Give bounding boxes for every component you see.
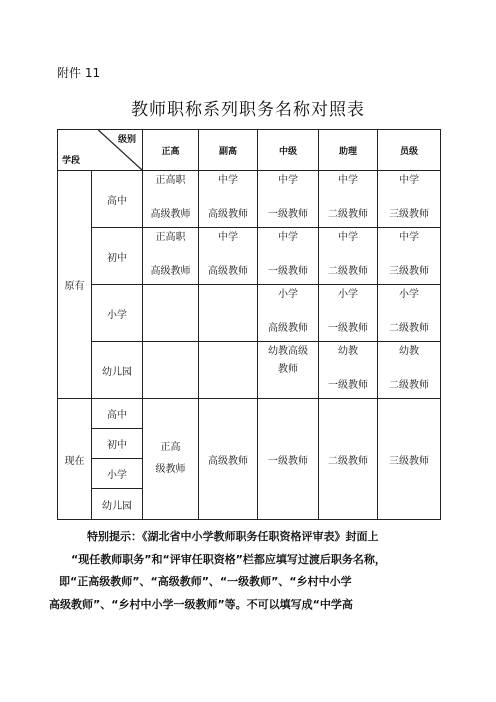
cell-line: 级教师 <box>155 464 186 475</box>
cell-line: 中学 <box>278 232 298 243</box>
stage-label: 小学 <box>92 459 143 489</box>
column-header: 正高 <box>143 130 199 171</box>
cell-line: 正高职 <box>155 175 186 186</box>
table-cell-empty <box>143 342 199 399</box>
table-cell <box>378 171 441 228</box>
cell-line: 高级教师 <box>208 209 248 220</box>
note-line: 即“正高级教师”、“高级教师”、“一级教师”、“乡村中小学 <box>59 575 352 588</box>
table-row <box>58 171 441 228</box>
stage-label: 幼儿园 <box>92 489 143 520</box>
cell-line: 幼教高级 <box>268 346 308 357</box>
cell-line: 二级教师 <box>328 209 368 220</box>
diagonal-header-cell <box>58 130 143 171</box>
column-header: 副高 <box>199 130 258 171</box>
table-cell-empty <box>199 285 258 342</box>
cell-line: 高级教师 <box>208 266 248 277</box>
cell-line: 小学 <box>278 289 298 300</box>
table-cell <box>258 285 319 342</box>
cell-line: 中学 <box>218 175 238 186</box>
stage-label: 初中 <box>92 429 143 459</box>
cell-line: 正高职 <box>155 232 186 243</box>
cell-line: 二级教师 <box>328 266 368 277</box>
cell-line: 高级教师 <box>150 209 191 220</box>
table-row <box>58 342 441 399</box>
cell-line: 二级教师 <box>389 380 429 391</box>
corner-stage-label: 学段 <box>62 156 81 166</box>
corner-level-label: 级别 <box>117 135 136 145</box>
column-header: 中级 <box>258 130 319 171</box>
merged-cell: 一级教师 <box>258 399 319 520</box>
cell-line: 高级教师 <box>268 323 308 334</box>
cell-line: 一级教师 <box>328 380 368 391</box>
column-header: 员级 <box>378 130 441 171</box>
table-row <box>58 399 441 429</box>
merged-cell: 二级教师 <box>319 399 378 520</box>
cell-line: 中学 <box>338 232 358 243</box>
table-cell <box>319 342 378 399</box>
table-cell <box>143 228 199 285</box>
table-cell <box>378 228 441 285</box>
merged-cell: 三级教师 <box>378 399 441 520</box>
cell-line: 幼教 <box>338 346 358 357</box>
group-label-original: 原有 <box>58 171 92 399</box>
cell-line: 二级教师 <box>389 323 429 334</box>
cell-line: 中学 <box>218 232 238 243</box>
cell-line: 正高 <box>160 442 181 453</box>
table-row <box>58 285 441 342</box>
stage-label: 幼儿园 <box>92 342 143 399</box>
merged-cell: 高级教师 <box>199 399 258 520</box>
cell-line: 一级教师 <box>268 266 308 277</box>
note-line: 高级教师”、“乡村中小学一级教师”等。不可以填写成“中学高 <box>49 597 353 611</box>
table-cell <box>319 171 378 228</box>
table-cell <box>199 171 258 228</box>
table-row <box>58 228 441 285</box>
cell-line: 三级教师 <box>389 209 429 220</box>
special-note <box>49 526 440 616</box>
cell-line: 中学 <box>399 175 419 186</box>
column-header: 助理 <box>319 130 378 171</box>
table-cell-empty <box>199 342 258 399</box>
cell-line: 幼教 <box>399 346 419 357</box>
table-cell <box>319 285 378 342</box>
table-cell <box>378 342 441 399</box>
table-cell <box>319 228 378 285</box>
page-title: 教师职称系列职务名称对照表 <box>131 100 365 120</box>
cell-line: 中学 <box>399 232 419 243</box>
table-cell-empty <box>143 285 199 342</box>
attachment-label: 附件 11 <box>57 66 101 80</box>
stage-label: 小学 <box>92 285 143 342</box>
merged-cell <box>143 399 199 520</box>
note-line: 特别提示：《湖北省中小学教师职务任职资格评审表》封面上 <box>87 530 379 543</box>
cell-line: 三级教师 <box>389 266 429 277</box>
table-cell <box>143 171 199 228</box>
table-cell <box>258 342 319 399</box>
stage-label: 高中 <box>92 399 143 429</box>
cell-line: 教师 <box>278 364 298 375</box>
cell-line: 高级教师 <box>150 266 191 277</box>
table-cell <box>199 228 258 285</box>
cell-line: 一级教师 <box>268 209 308 220</box>
table-cell <box>378 285 441 342</box>
cell-line: 中学 <box>338 175 358 186</box>
cell-line: 一级教师 <box>328 323 368 334</box>
note-line: “现任教师职务”和“评审任职资格”栏都应填写过渡后职务名称， <box>71 552 386 566</box>
cell-line: 小学 <box>399 289 419 300</box>
table-cell <box>258 171 319 228</box>
title-comparison-table <box>57 129 441 520</box>
cell-line: 小学 <box>338 289 358 300</box>
table-cell <box>258 228 319 285</box>
cell-line: 中学 <box>278 175 298 186</box>
stage-label: 初中 <box>92 228 143 285</box>
stage-label: 高中 <box>92 171 143 228</box>
table-header-row <box>58 130 441 171</box>
group-label-current: 现在 <box>58 399 92 520</box>
